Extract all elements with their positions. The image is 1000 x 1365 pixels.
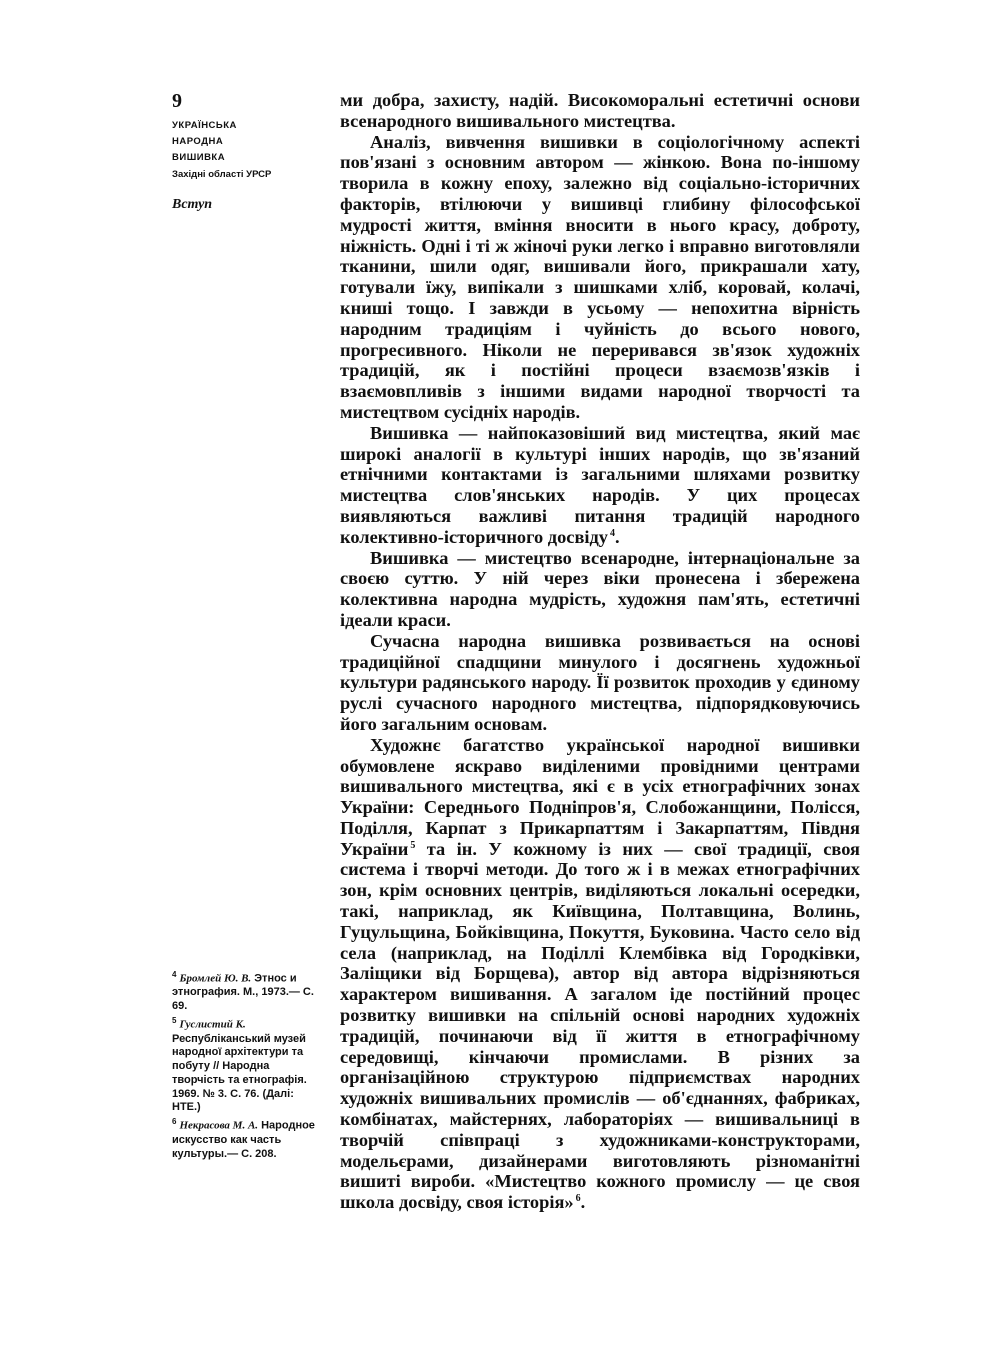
footnote-ref-6: 6 (575, 1193, 581, 1205)
body-text (340, 90, 860, 1213)
footnotes (172, 968, 322, 1161)
paragraph-3-text: Вишивка — найпоказовіший вид мистецтва, який має широкі аналогії в культурі інших народів, що зв'язаний етнічними контактами із загальними шляхами розвитку мистецтва слов'янських народів. У цих процесах виявляються важливі питання традицій народного колективно-історичного досвіду (340, 422, 860, 547)
paragraph-3 (340, 423, 860, 548)
footnote-ref-5: 5 (410, 839, 416, 851)
paragraph-3-end: . (615, 526, 620, 547)
book-title-line3: ВИШИВКА (172, 152, 226, 163)
footnote (172, 968, 322, 1014)
running-head (172, 90, 322, 213)
footnote-author: Некрасова М. А. (179, 1119, 259, 1132)
footnote-author: Гуслистий К. (179, 1018, 246, 1031)
paragraph-4: Вишивка — мистецтво всенародне, інтернаціональне за своєю суттю. У ній через віки пронесена і збережена колективна народна мудрість, художня пам'ять, естетичні ідеали краси. (340, 547, 860, 630)
footnote-text: Республіканський музей народної архітектури та побуту // Народна творчість та етнографія. 1969. № 3. С. 76. (Далі: НТЕ.) (172, 1032, 307, 1114)
paragraph-1: ми добра, захисту, надій. Високоморальні естетичні основи всенародного вишивального мистецтва. (340, 90, 860, 131)
paragraph-6-text-a: Художнє багатство української народної вишивки обумовлене яскраво виділеними провідними центрами вишивального мистецтва, які є в усіх етнографічних зонах України: Середнього Подніпров'я, Слобожанщини, Полісся, Поділля, Карпат з Прикарпаттям і Закарпаттям, Півдня України (340, 734, 860, 859)
paragraph-6-end: . (580, 1192, 586, 1213)
footnote (172, 1014, 322, 1115)
paragraph-2: Аналіз, вивчення вишивки в соціологічному аспекті пов'язані з основним автором — жінкою. Вона по-іншому творила в кожну епоху, залежно від соціально-історичних факторів, втілюючи у вишивці глибину філософської мудрості життя, вміння вносити в нього красу, доброту, ніжність. Одні і ті ж жіночі руки легко і вправно виготовляли тканини, шили одяг, вишивали його, прикрашали хату, готували їжу, випікали з шишками хліб, коровай, колачі, книші тощо. І завжди в усьому — непохитна вірність народним традиціям і чуйність до всього нового, прогресивного. Ніколи не переривався зв'язок художніх традицій, як і постійні процеси взаємозв'язків і взаємовпливів з іншими видами народної творчості та мистецтвом сусідніх народів. (340, 131, 860, 422)
book-subtitle: Західні області УРСР (172, 169, 272, 180)
paragraph-6 (340, 735, 860, 1213)
footnote-number: 5 (172, 1016, 177, 1026)
footnote (172, 1115, 322, 1161)
paragraph-5: Сучасна народна вишивка розвивається на основі традиційної спадщини минулого і досягнень художньої культури радянського народу. Її розвиток проходив у єдиному руслі сучасного народного мистецтва, підпорядковуючись його загальним основам. (340, 630, 860, 734)
book-title-line2: НАРОДНА (172, 136, 224, 147)
footnote-author: Бромлей Ю. В. (179, 972, 252, 985)
book-title-line1: УКРАЇНСЬКА (172, 120, 237, 131)
footnote-text: Этнос и этнография. М., 1973.— С. 69. (172, 972, 314, 1013)
section-name: Вступ (172, 197, 213, 212)
footnote-number: 6 (172, 1117, 177, 1127)
paragraph-6-text-b: та ін. У кожному із них — свої традиції, своя система і творчі методи. До того ж і в межах етнографічних зон, крім основних центрів, виділяються локальні осередки, такі, наприклад, як Київщина, Полтавщина, Волинь, Гуцульщина, Бойківщина, Покуття, Буковина. Часто село від села (наприклад, на Поділлі Клембівка від Городківки, Заліщики від Борщева), автор від автора відрізняються характером вишивання. А загалом іде постійний процес розвитку вишивки на спільній основі народних художніх традицій, починаючи від її життя в етнографічному середовищі, кінчаючи промислами. В різних за організаційною структурою підприємствах народних художніх вишивальних промислів — об'єднаннях, фабриках, комбінатах, майстернях, лабораторіях — вишивальниці в творчій співпраці з художниками-конструкторами, модельєрами, дизайнерами виготовляють різноманітні вишиті вироби. «Мистецтво кожного промислу — це своя школа досвіду, своя історія» (340, 838, 860, 1213)
footnote-number: 4 (172, 970, 177, 979)
footnote-text: Народное искусство как часть культуры.— С. 208. (172, 1119, 315, 1160)
footnote-ref-4: 4 (610, 527, 615, 539)
page-number: 9 (172, 90, 182, 112)
